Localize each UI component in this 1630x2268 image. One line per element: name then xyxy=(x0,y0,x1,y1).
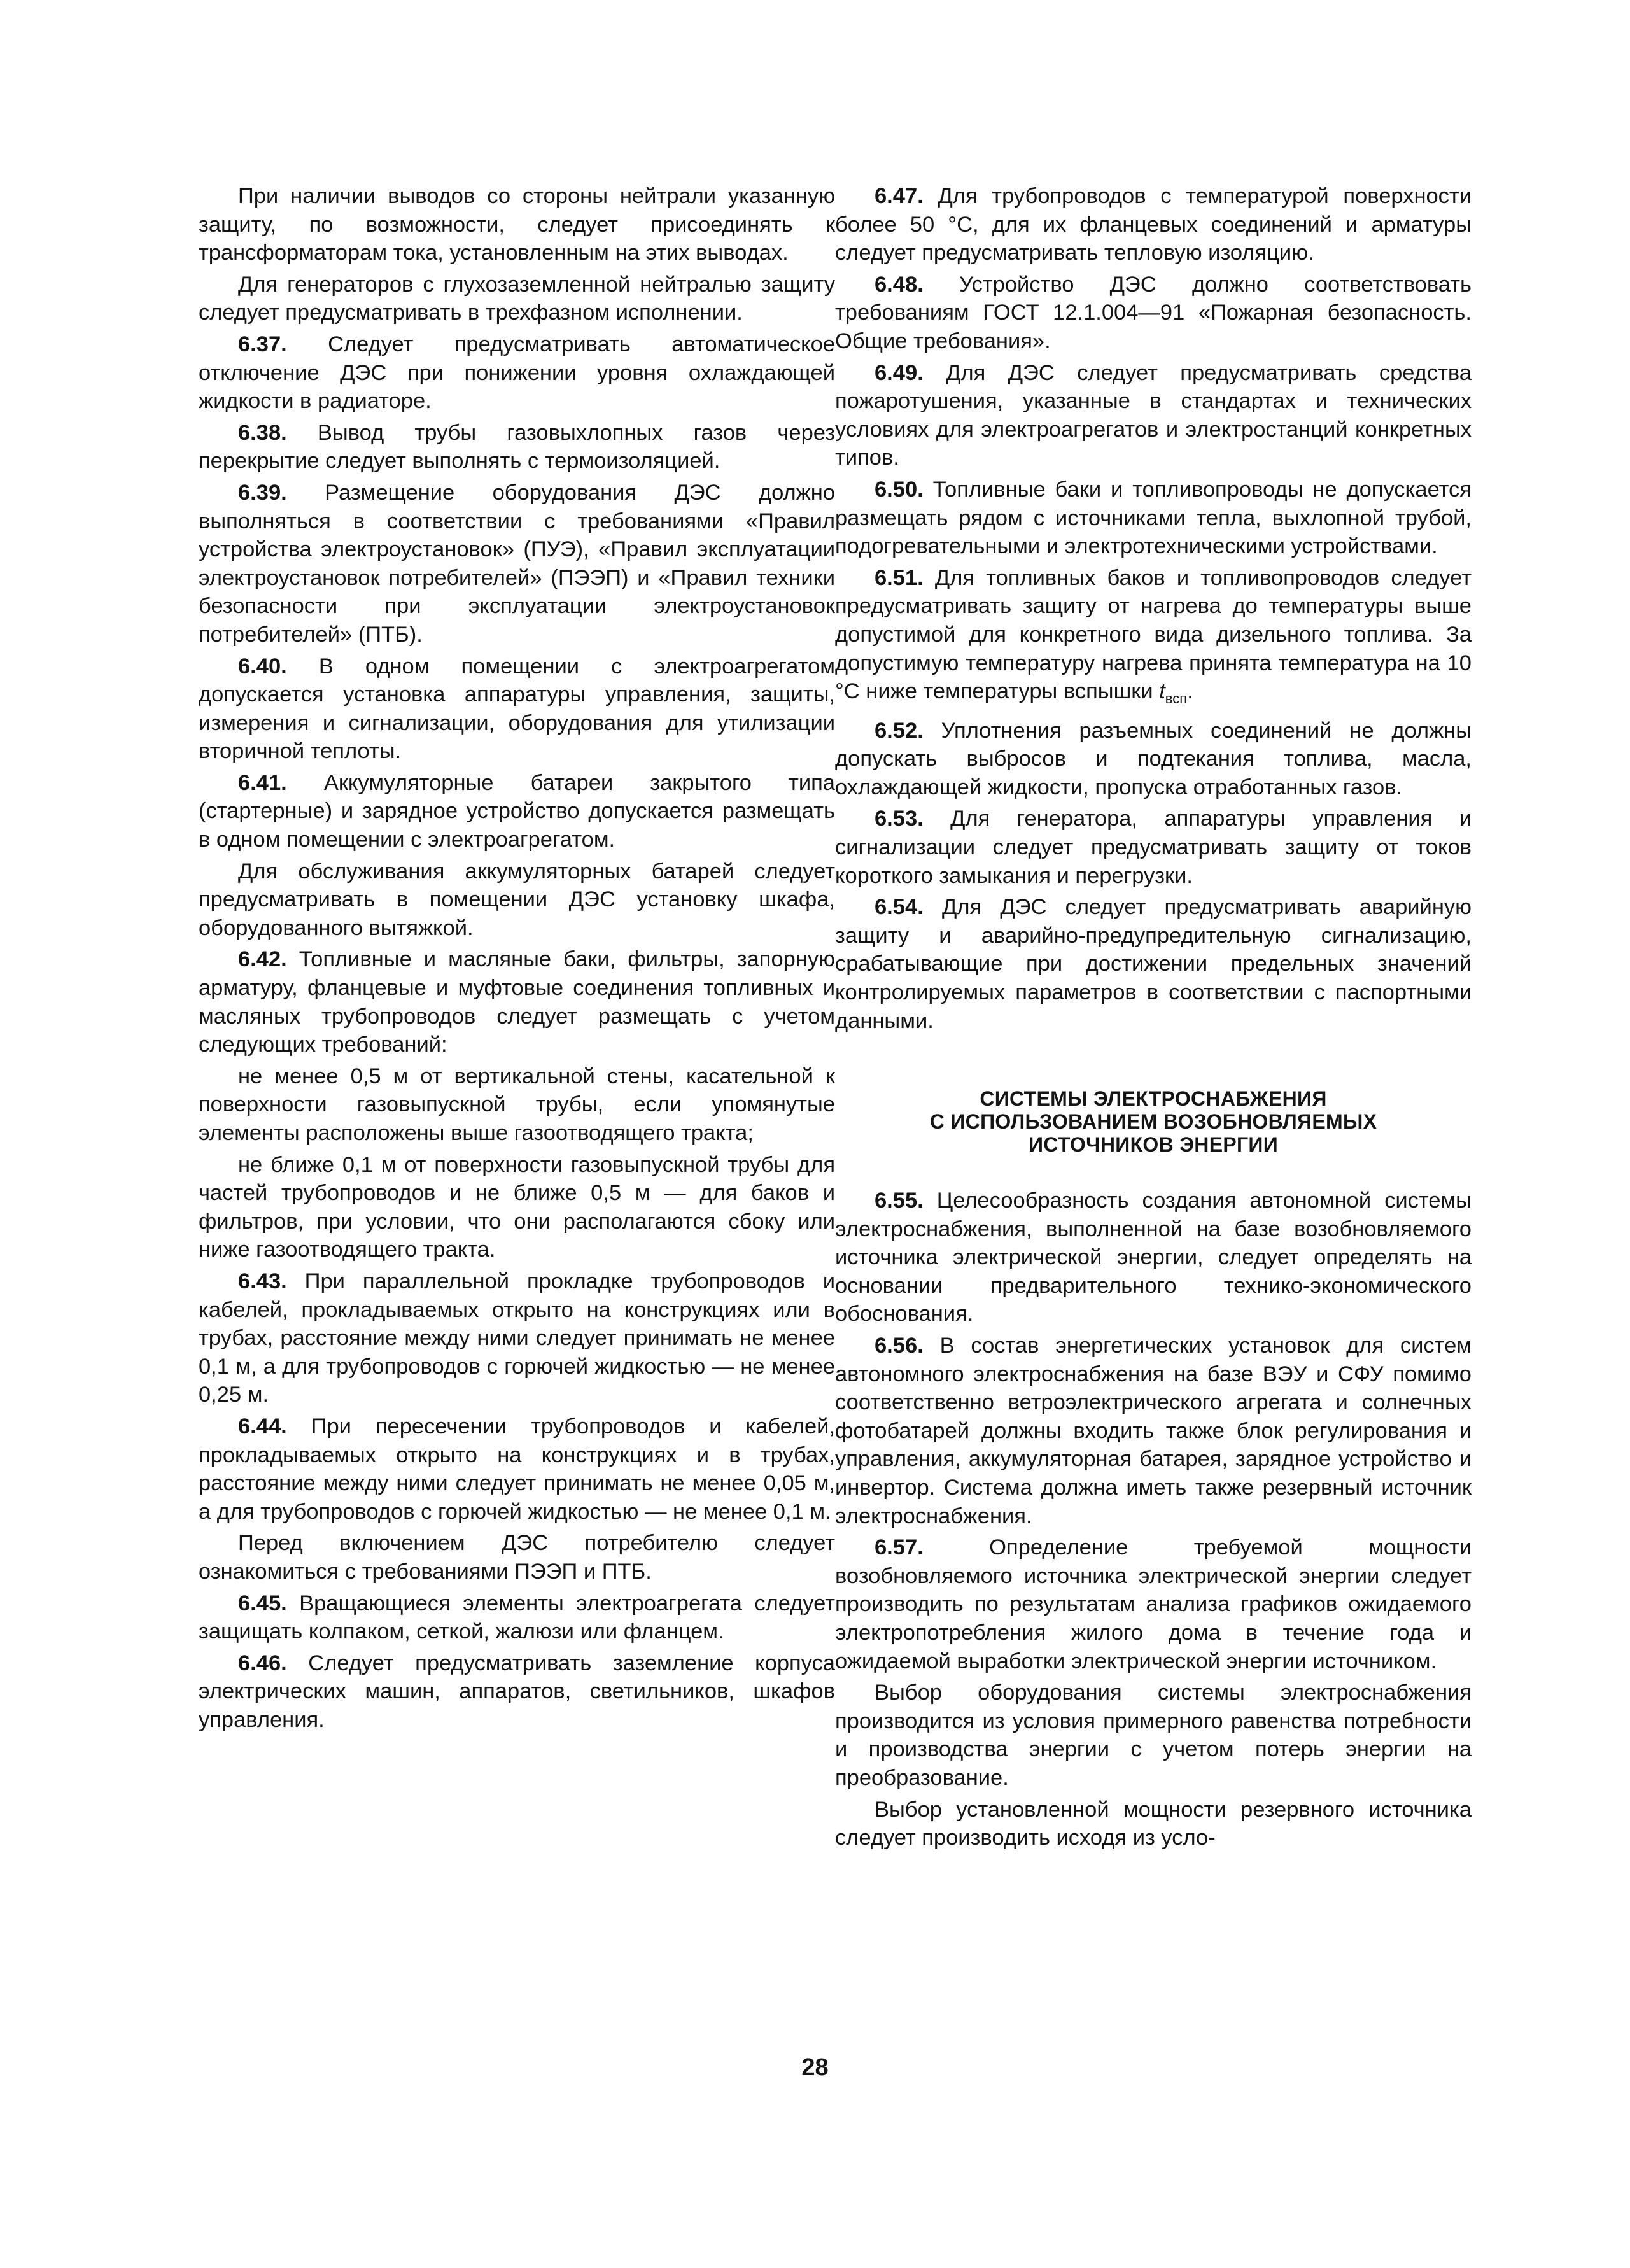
flash-point-variable: t xyxy=(1159,679,1165,704)
clause-number: 6.49. xyxy=(875,360,924,385)
clause-number: 6.46. xyxy=(238,1651,287,1675)
clause-6-43: 6.43. При параллельной прокладке трубопроводов и кабелей, прокладываемых открыто на конструкциях или в трубах, расстояние между ними следует принимать не менее 0,1 м, а для трубопроводов с горючей жидкостью — не менее 0,25 м. xyxy=(199,1269,835,1407)
clause-number: 6.40. xyxy=(238,654,287,679)
clause-number: 6.41. xyxy=(238,770,287,795)
clause-number: 6.52. xyxy=(875,718,924,743)
clause-number: 6.50. xyxy=(875,477,924,502)
left-column xyxy=(199,182,835,1737)
clause-6-51: 6.51. Для топливных баков и топливопроводов следует предусматривать защиту от нагрева до температуры выше допустимой для конкретного вида дизельного топлива. За допустимую температуру нагрева принята температура на 10 °С ниже температуры вспышки $t_{всп}$. xyxy=(835,565,1472,707)
paragraph: не ближе 0,1 м от поверхности газовыпускной трубы для частей трубопроводов и не ближе 0,5 м — для баков и фильтров, при условии, что они располагаются сбоку или ниже газоотводящего тракта. xyxy=(199,1152,835,1262)
clause-number: 6.53. xyxy=(875,806,924,831)
clause-6-41: 6.41. Аккумуляторные батареи закрытого типа (стартерные) и зарядное устройство допускается размещать в одном помещении с электроагрегатом. xyxy=(199,770,835,852)
section-heading: СИСТЕМЫ ЭЛЕКТРОСНАБЖЕНИЯ С ИСПОЛЬЗОВАНИЕМ ВОЗОБНОВЛЯЕМЫХ ИСТОЧНИКОВ ЭНЕРГИИ xyxy=(929,1087,1377,1157)
clause-number: 6.55. xyxy=(875,1188,924,1213)
clause-number: 6.39. xyxy=(238,480,287,505)
clause-number: 6.42. xyxy=(238,947,287,972)
clause-6-38: 6.38. Вывод трубы газовыхлопных газов через перекрытие следует выполнять с термоизоляцией. xyxy=(199,420,836,474)
clause-6-56: 6.56. В состав энергетических установок для систем автономного электроснабжения на базе ВЭУ и СФУ помимо соответственно ветроэлектрического агрегата и солнечных фотобатарей должны входить также блок регулирования и управления, аккумуляторная батарея, зарядное устройство и инвертор. Система должна иметь также резервный источник электроснабжения. xyxy=(835,1334,1472,1528)
clause-6-47: 6.47. Для трубопроводов с температурой поверхности более 50 °С, для их фланцевых соединений и арматуры следует предусматривать тепловую изоляцию. xyxy=(835,184,1472,265)
clause-6-37: 6.37. Следует предусматривать автоматическое отключение ДЭС при понижении уровня охлаждающей жидкости в радиаторе. xyxy=(199,332,835,414)
clause-6-49: 6.49. Для ДЭС следует предусматривать средства пожаротушения, указанные в стандартах и технических условиях для электроагрегатов и электростанций конкретных типов. xyxy=(835,360,1472,470)
clause-number: 6.57. xyxy=(875,1535,924,1560)
right-column xyxy=(835,182,1472,1856)
paragraph: Для генераторов с глухозаземленной нейтралью защиту следует предусматривать в трехфазном исполнении. xyxy=(199,272,835,325)
page-number: 28 xyxy=(801,2054,829,2081)
clause-number: 6.44. xyxy=(238,1414,287,1439)
paragraph: При наличии выводов со стороны нейтрали указанную защиту, по возможности, следует присоединять к трансформаторам тока, установленным на этих выводах. xyxy=(199,184,835,265)
paragraph: не менее 0,5 м от вертикальной стены, касательной к поверхности газовыпускной трубы, если упомянутые элементы расположены выше газоотводящего тракта; xyxy=(199,1064,835,1145)
clause-6-46: 6.46. Следует предусматривать заземление корпуса электрических машин, аппаратов, светильников, шкафов управления. xyxy=(199,1651,835,1732)
clause-6-53: 6.53. Для генератора, аппаратуры управления и сигнализации следует предусматривать защиту от токов короткого замыкания и перегрузки. xyxy=(835,806,1472,888)
paragraph: Выбор установленной мощности резервного источника следует производить исходя из усло- xyxy=(835,1797,1472,1850)
clause-number: 6.45. xyxy=(238,1591,287,1616)
clause-6-55: 6.55. Целесообразность создания автономной системы электроснабжения, выполненной на базе возобновляемого источника электрической энергии, следует определять на основании предварительного технико-экономического обоснования. xyxy=(835,1188,1472,1327)
paragraph: Выбор оборудования системы электроснабжения производится из условия примерного равенства потребности и производства энергии с учетом потерь энергии на преобразование. xyxy=(835,1680,1472,1790)
clause-6-40: 6.40. В одном помещении с электроагрегатом допускается установка аппаратуры управления, защиты, измерения и сигнализации, оборудования для утилизации вторичной теплоты. xyxy=(199,654,835,764)
clause-6-39: 6.39. Размещение оборудования ДЭС должно выполняться в соответствии с требованиями «Правил устройства электроустановок» (ПУЭ), «Правил эксплуатации электроустановок потребителей» (ПЭЭП) и «Правил техники безопасности при эксплуатации электроустановок потребителей» (ПТБ). xyxy=(199,480,835,647)
clause-6-50: 6.50. Топливные баки и топливопроводы не допускается размещать рядом с источниками тепла, выхлопной трубой, подогревательными и электротехническими устройствами. xyxy=(835,477,1472,559)
clause-number: 6.47. xyxy=(875,184,924,208)
paragraph: Для обслуживания аккумуляторных батарей следует предусматривать в помещении ДЭС установку шкафа, оборудованного вытяжкой. xyxy=(199,859,835,940)
clause-6-44: 6.44. При пересечении трубопроводов и кабелей, прокладываемых открыто на конструкциях и в трубах, расстояние между ними следует принимать не менее 0,05 м, а для трубопроводов с горючей жидкостью — не менее 0,1 м. xyxy=(199,1414,836,1524)
clause-6-45: 6.45. Вращающиеся элементы электроагрегата следует защищать колпаком, сеткой, жалюзи или фланцем. xyxy=(199,1591,835,1644)
clause-6-54: 6.54. Для ДЭС следует предусматривать аварийную защиту и аварийно-предупредительную сигнализацию, срабатывающие при достижении предельных значений контролируемых параметров в соответствии с паспортными данными. xyxy=(835,895,1472,1033)
clause-number: 6.43. xyxy=(238,1269,287,1293)
clause-number: 6.38. xyxy=(238,420,287,445)
clause-6-52: 6.52. Уплотнения разъемных соединений не должны допускать выбросов и подтекания топлива, масла, охлаждающей жидкости, пропуска отработанных газов. xyxy=(835,718,1472,799)
clause-number: 6.54. xyxy=(875,895,924,920)
clause-6-48: 6.48. Устройство ДЭС должно соответствовать требованиям ГОСТ 12.1.004—91 «Пожарная безопасность. Общие требования». xyxy=(835,272,1472,353)
paragraph: Перед включением ДЭС потребителю следует ознакомиться с требованиями ПЭЭП и ПТБ. xyxy=(199,1531,835,1584)
clause-6-57: 6.57. Определение требуемой мощности возобновляемого источника электрической энергии следует производить по результатам анализа графиков ожидаемого электропотребления жилого дома в течение года и ожидаемой выработки электрической энергии источником. xyxy=(835,1535,1472,1673)
clause-number: 6.48. xyxy=(875,272,924,297)
clause-number: 6.37. xyxy=(238,332,287,356)
flash-point-subscript: всп xyxy=(1165,690,1188,707)
clause-number: 6.56. xyxy=(875,1334,924,1358)
clause-6-42: 6.42. Топливные и масляные баки, фильтры, запорную арматуру, фланцевые и муфтовые соединения топливных и масляных трубопроводов следует размещать с учетом следующих требований: xyxy=(199,947,835,1057)
clause-number: 6.51. xyxy=(875,565,924,590)
